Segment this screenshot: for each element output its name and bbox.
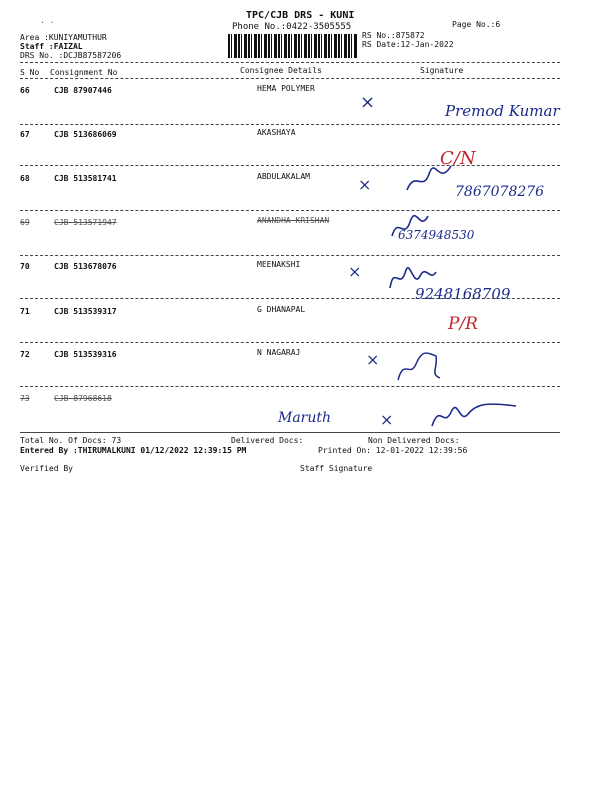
row-divider <box>20 342 560 343</box>
document-title: TPC/CJB DRS - KUNI <box>246 10 355 21</box>
cross-mark: × <box>366 350 380 369</box>
column-header-divider <box>20 78 560 79</box>
row-sno: 66 <box>20 86 30 95</box>
row-sno: 73 <box>20 394 30 403</box>
staff-signature: Staff Signature <box>300 464 373 473</box>
cross-mark: × <box>360 92 376 113</box>
rs-date: RS Date:12-Jan-2022 <box>362 40 454 49</box>
table-bottom-rule <box>20 432 560 433</box>
row-consignee: AKASHAYA <box>257 128 296 137</box>
drs-number: DRS No. :DCJB87587206 <box>20 51 122 60</box>
row-consignment: CJB 513581741 <box>54 174 117 183</box>
handwritten-cn-note: C/N <box>440 148 476 169</box>
row-consignment: CJB 513539317 <box>54 307 117 316</box>
row-sno: 68 <box>20 174 30 183</box>
row-sno: 70 <box>20 262 30 271</box>
row-consignment: CJB 513678076 <box>54 262 117 271</box>
header-divider <box>20 62 560 63</box>
signature-scribble <box>396 348 442 384</box>
row-consignment: CJB 513539316 <box>54 350 117 359</box>
row-consignee: ANANDHA KRISHAN <box>257 216 330 225</box>
cross-mark: × <box>358 175 372 194</box>
handwritten-phone: 7867078276 <box>455 184 545 200</box>
non-delivered-docs: Non Delivered Docs: <box>368 436 460 445</box>
page-number: Page No.:6 <box>452 20 501 29</box>
rs-number: RS No.:875872 <box>362 31 425 40</box>
column-header-consignee: Consignee Details <box>240 66 322 75</box>
row-consignment: CJB 513571947 <box>54 218 117 227</box>
signature-scribble <box>405 160 455 200</box>
row-consignee: N NAGARAJ <box>257 348 301 357</box>
signature-scribble <box>430 396 520 432</box>
handwritten-receiver-name: Premod Kumar <box>445 102 560 120</box>
column-header-sno: S No <box>20 68 40 77</box>
handwritten-phone: 9248168709 <box>415 285 511 303</box>
cross-mark: × <box>348 262 362 281</box>
row-consignment: CJB 87968618 <box>54 394 112 403</box>
printed-on: Printed On: 12-01-2022 12:39:56 <box>318 446 468 455</box>
row-sno: 71 <box>20 307 30 316</box>
row-consignee: G DHANAPAL <box>257 305 306 314</box>
entered-by: Entered By :THIRUMALKUNI 01/12/2022 12:39:15 PM <box>20 446 247 455</box>
verified-by: Verified By <box>20 464 73 473</box>
delivered-docs: Delivered Docs: <box>231 436 304 445</box>
corner-marks: . . <box>40 16 55 25</box>
row-consignment: CJB 87907446 <box>54 86 112 95</box>
handwritten-phone: 6374948530 <box>398 228 475 242</box>
column-header-signature: Signature <box>420 66 464 75</box>
handwritten-pr-note: P/R <box>448 314 478 334</box>
row-consignee: ABDULAKALAM <box>257 172 310 181</box>
phone-number: Phone No.:0422-3505555 <box>232 22 352 32</box>
barcode <box>228 34 358 58</box>
area-label: Area :KUNIYAMUTHUR <box>20 33 107 42</box>
row-divider <box>20 210 560 211</box>
column-header-consignment: Consignment No <box>50 68 118 77</box>
cross-mark: × <box>380 410 394 429</box>
row-consignment: CJB 513686069 <box>54 130 117 139</box>
row-divider <box>20 124 560 125</box>
row-consignee: MEENAKSHI <box>257 260 301 269</box>
row-divider <box>20 255 560 256</box>
row-sno: 67 <box>20 130 30 139</box>
total-docs: Total No. Of Docs: 73 <box>20 436 122 445</box>
row-divider <box>20 165 560 166</box>
row-consignee: HEMA POLYMER <box>257 84 315 93</box>
row-sno: 69 <box>20 218 30 227</box>
row-divider <box>20 386 560 387</box>
handwritten-receiver-name: Maruth <box>278 410 332 426</box>
staff-label: Staff :FAIZAL <box>20 42 83 51</box>
row-sno: 72 <box>20 350 30 359</box>
